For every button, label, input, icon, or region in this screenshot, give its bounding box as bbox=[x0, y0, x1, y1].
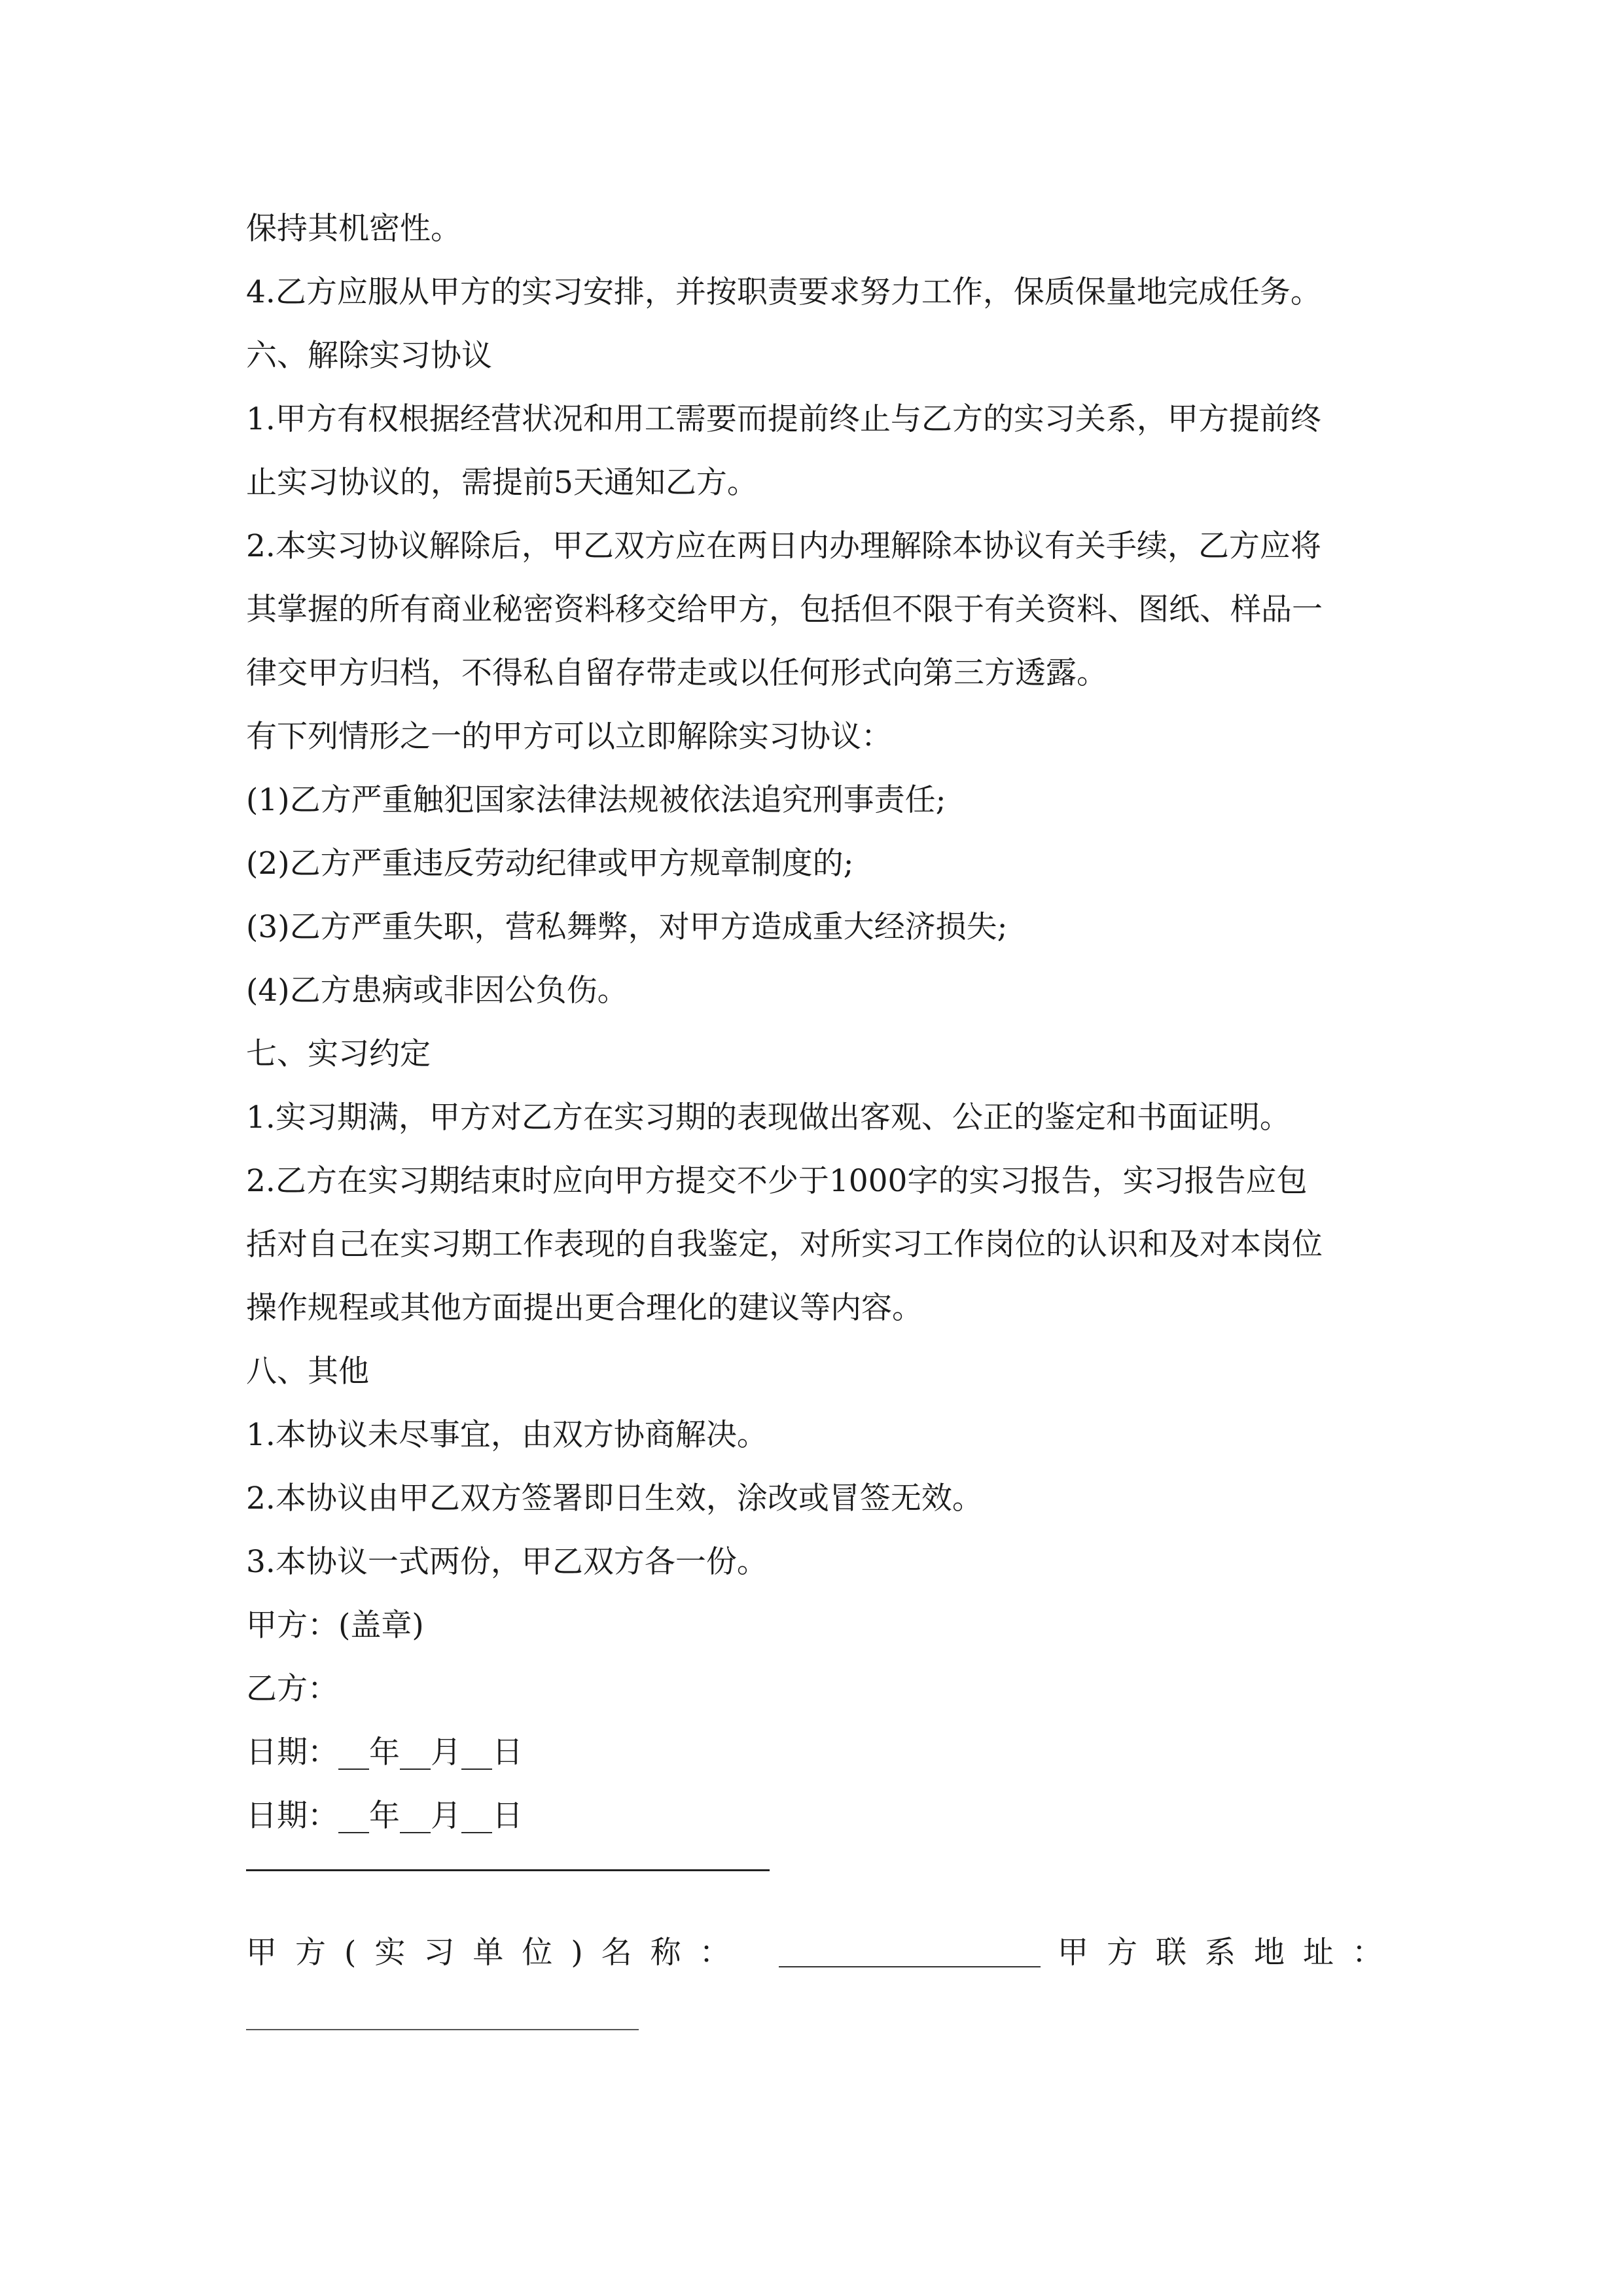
text-line: 保持其机密性。 bbox=[246, 211, 461, 247]
party-a-address-label: 甲方联系地址： bbox=[1058, 1935, 1401, 1971]
text-line: 其掌握的所有商业秘密资料移交给甲方，包括但不限于有关资料、图纸、样品一 bbox=[246, 592, 1323, 628]
date-field: 日期：__年__月__日 bbox=[246, 1798, 523, 1834]
list-item: (4)乙方患病或非因公负伤。 bbox=[246, 973, 628, 1009]
separator-rule bbox=[246, 1869, 770, 1871]
section-heading: 八、其他 bbox=[246, 1354, 369, 1390]
text-line: 律交甲方归档，不得私自留存带走或以任何形式向第三方透露。 bbox=[246, 655, 1107, 691]
text-line: 止实习协议的，需提前5天通知乙方。 bbox=[246, 465, 758, 501]
date-field: 日期：__年__月__日 bbox=[246, 1734, 523, 1770]
text-line: 2.本实习协议解除后，甲乙双方应在两日内办理解除本协议有关手续，乙方应将 bbox=[246, 528, 1321, 564]
text-line: 2.乙方在实习期结束时应向甲方提交不少于1000字的实习报告，实习报告应包 bbox=[246, 1163, 1308, 1199]
party-a-name-blank bbox=[779, 1966, 1041, 1967]
text-line: 1.实习期满，甲方对乙方在实习期的表现做出客观、公正的鉴定和书面证明。 bbox=[246, 1100, 1291, 1136]
section-heading: 七、实习约定 bbox=[246, 1036, 431, 1072]
text-line: 3.本协议一式两份，甲乙双方各一份。 bbox=[246, 1544, 768, 1580]
party-a-name-label: 甲方(实习单位)名称： bbox=[246, 1935, 749, 1971]
text-line: 1.本协议未尽事宜，由双方协商解决。 bbox=[246, 1417, 768, 1453]
party-a-address-blank bbox=[246, 2029, 639, 2030]
signature-field: 甲方：(盖章) bbox=[246, 1607, 424, 1643]
section-heading: 六、解除实习协议 bbox=[246, 338, 492, 374]
party-a-info-line bbox=[246, 1932, 1401, 1974]
list-item: (3)乙方严重失职，营私舞弊，对甲方造成重大经济损失; bbox=[246, 909, 1008, 945]
text-line: 有下列情形之一的甲方可以立即解除实习协议： bbox=[246, 719, 892, 755]
text-line: 4.乙方应服从甲方的实习安排，并按职责要求努力工作，保质保量地完成任务。 bbox=[246, 274, 1321, 310]
signature-field: 乙方： bbox=[246, 1671, 338, 1707]
text-line: 2.本协议由甲乙双方签署即日生效，涂改或冒签无效。 bbox=[246, 1480, 983, 1516]
text-line: 操作规程或其他方面提出更合理化的建议等内容。 bbox=[246, 1290, 923, 1326]
text-line: 1.甲方有权根据经营状况和用工需要而提前终止与乙方的实习关系，甲方提前终 bbox=[246, 401, 1321, 437]
list-item: (1)乙方严重触犯国家法律法规被依法追究刑事责任; bbox=[246, 782, 946, 818]
list-item: (2)乙方严重违反劳动纪律或甲方规章制度的; bbox=[246, 846, 854, 882]
text-line: 括对自己在实习期工作表现的自我鉴定，对所实习工作岗位的认识和及对本岗位 bbox=[246, 1227, 1323, 1263]
